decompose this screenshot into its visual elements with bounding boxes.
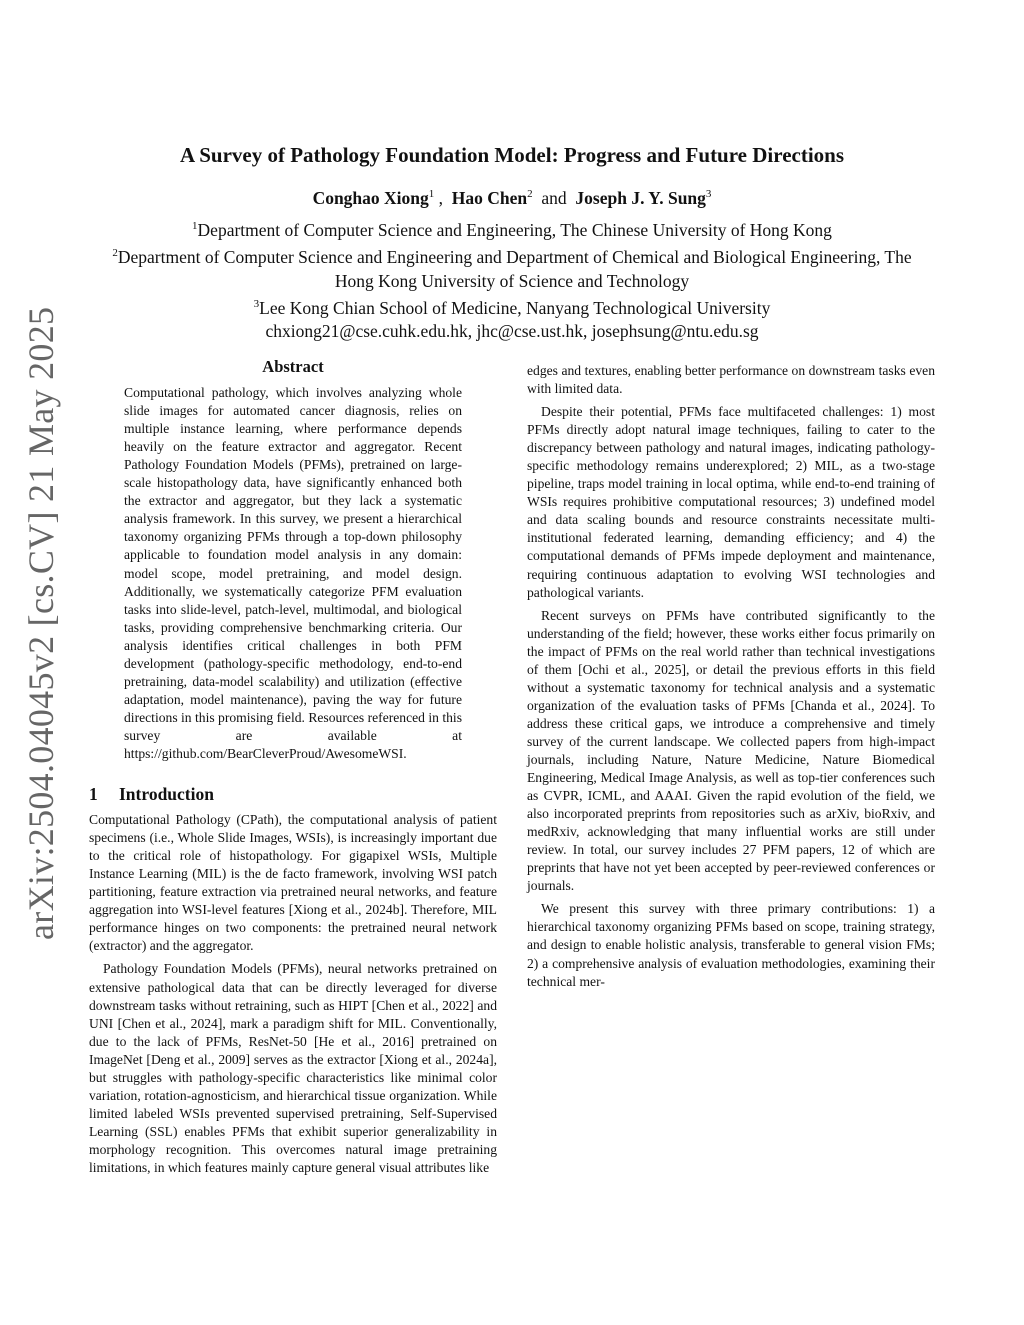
author-affil-mark: 1 (428, 188, 435, 201)
affiliation-line: $^3$Lee Kong Chian School of Medicine, Nanyang Technological University (253, 297, 771, 318)
body-paragraph: Computational Pathology (CPath), the computational analysis of patient specimens (i.e., Whole Slide Images, WSIs), is increasingly important due to the critical role of histopathology. For gigapixel WSIs, Multiple Instance Learning (MIL) is the de facto framework, involving WSI patch partitioning, feature extraction via pretrained neural networks, and feature aggregation into WSI-level features [Xiong et al., 2024b]. Therefore, MIL performance hinges on two components: the pretrained neural network (extractor) and the aggregator. (89, 812, 497, 954)
body-paragraph: Pathology Foundation Models (PFMs), neural networks pretrained on extensive pathological data that can be directly leveraged for diverse downstream tasks without retraining, such as HIPT [Chen et al., 2022] and UNI [Chen et al., 2024], mark a paradigm shift for MIL. Conventionally, due to the lack of PFMs, ResNet-50 [He et al., 2016] pretrained on ImageNet [Deng et al., 2009] serves as the extractor [Xiong et al., 2024a], but struggles with pathology-specific characteristics like minimal color variation, rotation-agnosticism, and hierarchical tissue organization. While limited labeled WSIs prevented supervised pretraining, Self-Supervised Learning (SSL) enables PFMs that exhibit superior generalizability in morphology recognition. This overcomes natural image pretraining limitations, in which features mainly capture general visual attributes like (89, 961, 497, 1175)
body-paragraph: We present this survey with three primary contributions: 1) a hierarchical taxonomy organizing PFMs based on scope, training strategy, and design to enable holistic analysis, transferable to general vision FMs; 2) a comprehensive analysis of evaluation methodologies, examining their technical mer- (527, 901, 935, 989)
section-title: Introduction (119, 784, 214, 805)
author-list (0, 188, 1024, 209)
section-number: 1 (89, 784, 98, 805)
affiliation-line: $^2$Department of Computer Science and Engineering and Department of Chemical and Biological Engineering, The Hong Kong University of Science and Technology (112, 247, 912, 291)
body-paragraph: Recent surveys on PFMs have contributed significantly to the understanding of the field; however, these works either focus primarily on the impact of PFMs on the real world rather than technical investigations of them [Ochi et al., 2025], or detail the previous efforts in this field without a systematic taxonomy for technical analysis and a systematic organization of the evaluation tasks of PFMs [Chanda et al., 2024]. To address these critical gaps, we introduce a comprehensive and timely survey of the current landscape. We collected papers from high-impact journals, including Nature, Nature Medicine, Nature Biomedical Engineering, Medical Image Analysis, as well as top-tier conferences such as CVPR, ICML, and AAAI. Given the rapid evolution of the field, we also incorporated preprints from repositories such as arXiv, bioRxiv, and medRxiv, acknowledging that many influential works are still under review. In total, our survey includes 27 PFM papers, 12 of which are preprints that have not yet been accepted by peer-reviewed conferences or journals. (527, 607, 935, 894)
body-paragraph: Despite their potential, PFMs face multifaceted challenges: 1) most PFMs directly adopt natural image techniques, failing to cater to the discrepancy between pathology and natural images, indicating pathology-specific methodology remains underexplored; 2) MIL, as a two-stage pipeline, traps model training in local optima, while end-to-end training of WSIs requires prohibitive computational resources; 3) undefined model and data scaling bounds and resource constraints necessitate multi-institutional federated learning, demanding efficiency; and 4) the computational demands of PFMs impede deployment and maintenance, requiring continuous adaptation to evolving WSI technologies and pathological variants. (527, 404, 935, 600)
author-emails: chxiong21@cse.cuhk.edu.hk, jhc@cse.ust.hk, josephsung@ntu.edu.sg (265, 321, 759, 342)
paper-title: A Survey of Pathology Foundation Model: Progress and Future Directions (179, 143, 845, 167)
left-column (89, 358, 497, 1177)
affiliation-line: $^1$Department of Computer Science and Engineering, The Chinese University of Hong Kong (192, 219, 832, 240)
section-heading (89, 785, 497, 803)
arxiv-sidebar-stamp (0, 306, 61, 940)
author-conjunction: and (541, 188, 567, 208)
body-paragraph-continued: edges and textures, enabling better performance on downstream tasks even with limited data. (527, 363, 935, 397)
author-separator: , (438, 188, 444, 208)
affiliations (110, 215, 914, 344)
right-column (527, 362, 935, 991)
author-name: Conghao Xiong (312, 188, 429, 208)
author-name: Joseph J. Y. Sung (575, 188, 706, 208)
author-affil-mark: 2 (527, 188, 533, 201)
author-name: Hao Chen (451, 188, 528, 208)
author-affil-mark: 3 (705, 188, 712, 201)
arxiv-identifier: arXiv:2504.04045v2 [cs.CV] 21 May 2025 (21, 306, 61, 940)
abstract-text: Computational pathology, which involves analyzing whole slide images for automated cancer diagnosis, relies on multiple instance learning, where performance depends heavily on the feature extractor and aggregator. Recent Pathology Foundation Models (PFMs), pretrained on large-scale histopathology data, have significantly enhanced both the extractor and aggregator, but they lack a systematic analysis framework. In this survey, we present a hierarchical taxonomy organizing PFMs through a top-down philosophy applicable to foundation model analysis in any domain: model scope, model pretraining, and model design. Additionally, we systematically categorize PFM evaluation tasks into slide-level, patch-level, multimodal, and biological tasks, providing comprehensive benchmarking criteria. Our analysis identifies critical challenges in both PFM development (pathology-specific methodology, end-to-end pretraining, data-model scalability) and utilization (effective adaptation, model maintenance), paving the way for future directions in this promising field. Resources referenced in this survey are available at https://github.com/BearCleverProud/AwesomeWSI. (124, 385, 462, 761)
abstract-heading: Abstract (262, 357, 324, 376)
